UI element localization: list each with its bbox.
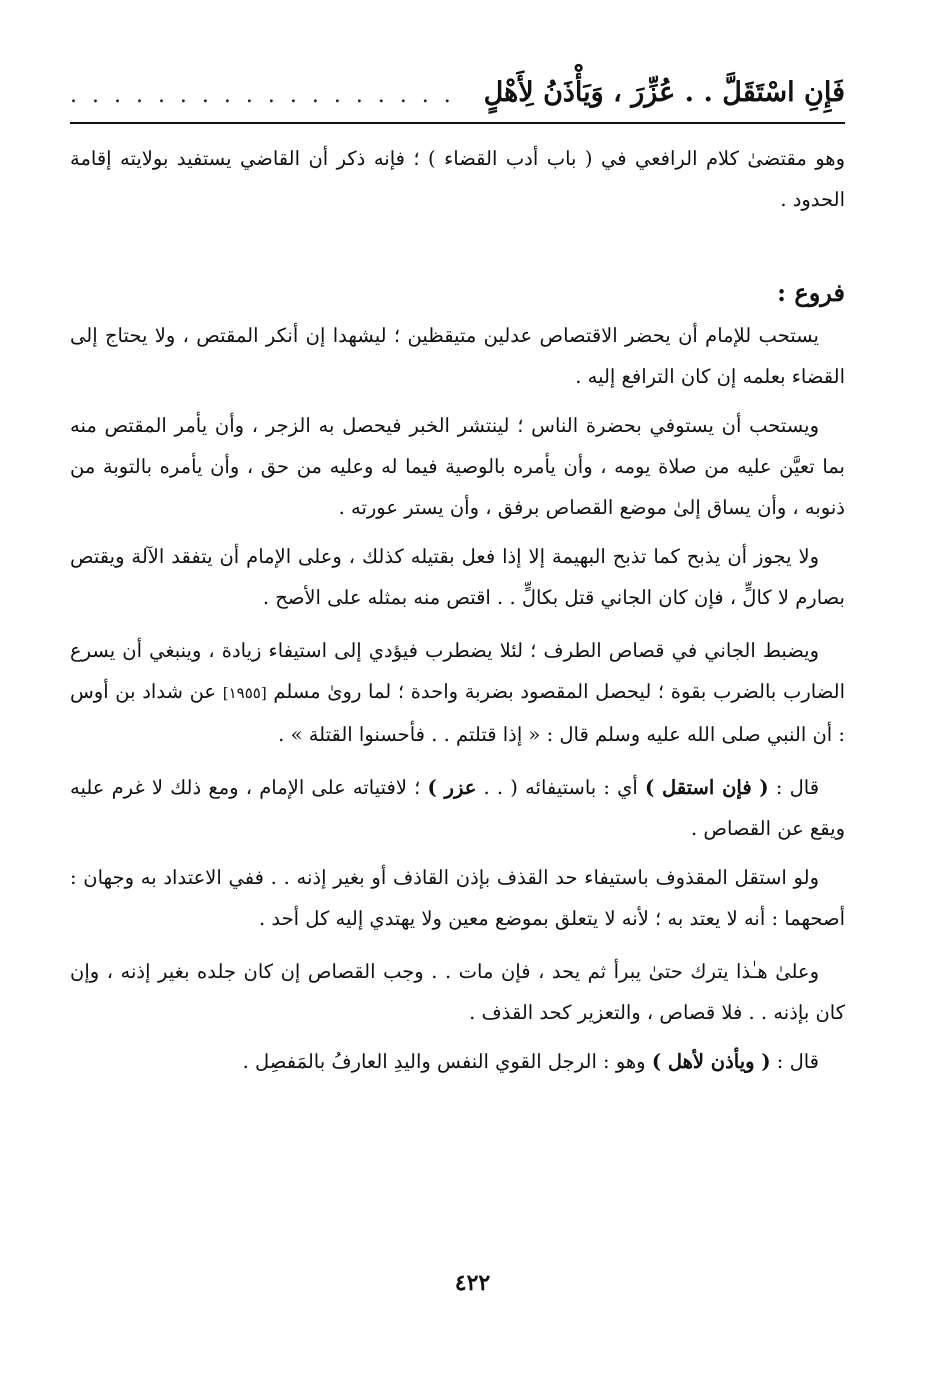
header-rule (70, 122, 845, 124)
paragraph-5-text-b: ؛ لافتياته على الإمام ، ومع ذلك لا غرم عليه ويقع عن القصاص . (70, 776, 845, 840)
section-heading: فروع : (777, 278, 845, 307)
running-header (70, 48, 845, 108)
paragraph-4 (70, 630, 845, 755)
header-title: فَإِنِ اسْتَقَلَّ . . عُزِّرَ ، وَيَأْذَنُ لِأَهْلٍ (483, 77, 845, 108)
paragraph-5 (70, 767, 845, 849)
page-body (70, 138, 845, 1082)
qal-label: قال : (775, 776, 820, 799)
hadith-reference-number: [١٩٥٥] (222, 684, 267, 702)
page-number: ٤٢٢ (454, 1270, 491, 1296)
paragraph-3: ولا يجوز أن يذبح كما تذبح البهيمة إلا إذا فعل بقتيله كذلك ، وعلى الإمام أن يتفقد الآلة ويقتص بصارم لا كالٍّ ، فإن كان الجاني قتل بكالٍّ . . اقتص منه بمثله على الأصح . (70, 545, 845, 609)
paragraph-1: يستحب للإمام أن يحضر الاقتصاص عدلين متيقظين ؛ ليشهدا إن أنكر المقتص ، ولا يحتاج إلى القضاء بعلمه إن كان الترافع إليه . (70, 324, 845, 388)
paragraph-2: ويستحب أن يستوفي بحضرة الناس ؛ لينتشر الخبر فيحصل به الزجر ، وأن يأمر المقتص منه بما تعيَّن عليه من صلاة يومه ، وأن يأمره بالوصية فيما له وعليه من حق ، وأن يأمره بالتوبة من ذنوبه ، وأن يساق إلىٰ موضع القصاص برفق ، وأن يستر عورته . (70, 414, 845, 519)
paragraph-6: ولو استقل المقذوف باستيفاء حد القذف بإذن القاذف أو بغير إذنه . . ففي الاعتداد به وجهان : أصحهما : أنه لا يعتد به ؛ لأنه لا يتعلق بموضع معين ولا يهتدي إليه كل أحد . (70, 866, 845, 930)
paragraph-4-text-b: عن شداد بن أوس : أن النبي صلى الله عليه وسلم قال : « إذا قتلتم . . فأحسنوا القتلة » . (70, 680, 845, 746)
header-leader-dots: . . . . . . . . . . . . . . . . . . (70, 83, 455, 108)
matn-quote-3: ( ويأذن لأهل ) (651, 1050, 771, 1073)
paragraph-8 (70, 1041, 845, 1082)
matn-quote-1: ( فإن استقل ) (645, 776, 769, 799)
paragraph-5-text-a: أي : باستيفائه ( . . (483, 776, 638, 799)
paragraph-4-text-a: ويضبط الجاني في قصاص الطرف ؛ لئلا يضطرب فيؤدي إلى استيفاء زيادة ، وينبغي أن يسرع الضارب بالضرب بقوة ؛ ليحصل المقصود بضربة واحدة ؛ لما روىٰ مسلم (70, 639, 845, 703)
qal-label-2: قال : (776, 1050, 819, 1073)
intro-paragraph: وهو مقتضىٰ كلام الرافعي في ( باب أدب القضاء ) ؛ فإنه ذكر أن القاضي يستفيد بولايته إقامة الحدود . (70, 147, 845, 211)
paragraph-7: وعلىٰ هـٰذا يترك حتىٰ يبرأ ثم يحد ، فإن مات . . وجب القصاص إن كان جلده بغير إذنه ، وإن كان بإذنه . . فلا قصاص ، والتعزير كحد القذف . (70, 960, 845, 1024)
paragraph-8-text: وهو : الرجل القوي النفس واليدِ العارفُ بالمَفصِل . (242, 1050, 646, 1073)
matn-quote-2: عزر ) (427, 776, 477, 799)
